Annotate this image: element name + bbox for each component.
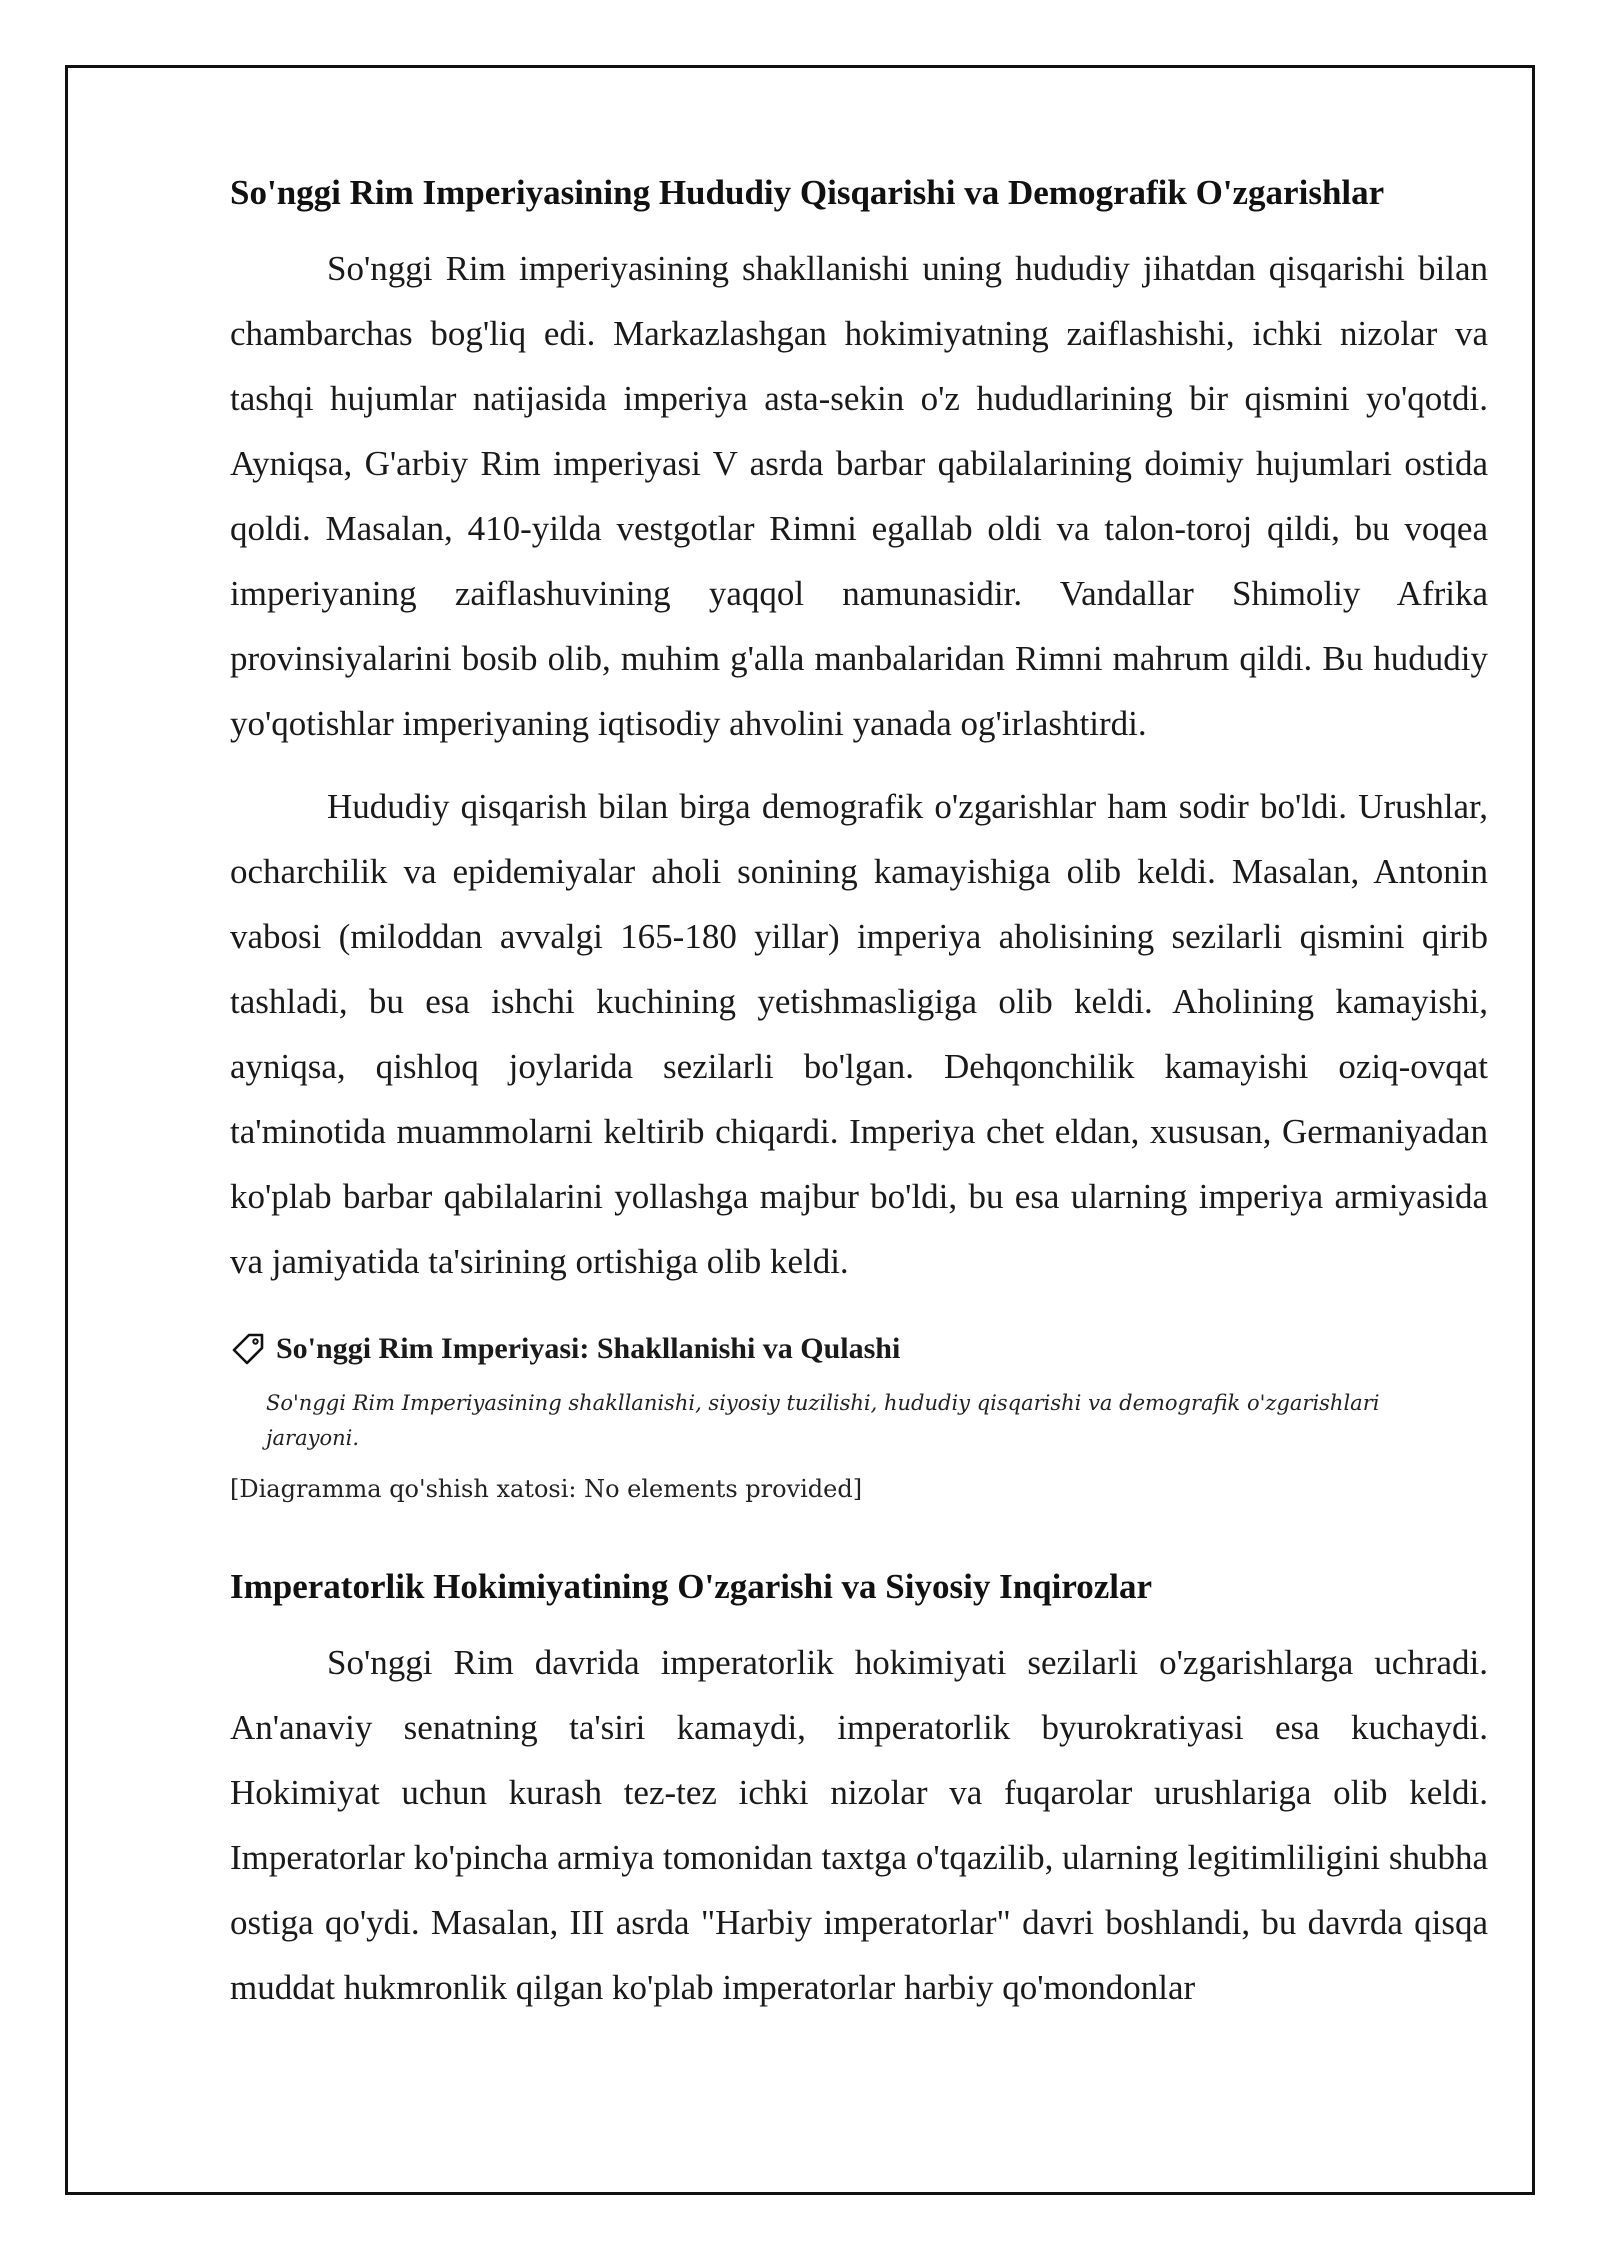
paragraph: Hududiy qisqarish bilan birga demografik o'zgarishlar ham sodir bo'ldi. Urushlar, ocharchilik va epidemiyalar aholi sonining kamayishiga olib keldi. Masalan, Antonin vabosi (miloddan avvalgi 165-180 yillar) imperiya aholisining sezilarli qismini qirib tashladi, bu esa ishchi kuchining yetishmasligiga olib keldi. Aholining kamayishi, ayniqsa, qishloq joylarida sezilarli bo'lgan. Dehqonchilik kamayishi oziq-ovqat ta'minotida muammolarni keltirib chiqardi. Imperiya chet eldan, xususan, Germaniyadan ko'plab barbar qabilalarini yollashga majbur bo'ldi, bu esa ularning imperiya armiyasida va jamiyatida ta'sirining ortishiga olib keldi. bbox=[230, 787, 1488, 1281]
diagram-placeholder bbox=[230, 1326, 1488, 1506]
section-heading-territorial: So'nggi Rim Imperiyasining Hududiy Qisqarishi va Demografik O'zgarishlar bbox=[230, 173, 1385, 212]
diagram-description: So'nggi Rim Imperiyasining shakllanishi, siyosiy tuzilishi, hududiy qisqarishi va demografik o'zgarishlari jarayoni. bbox=[266, 1391, 1380, 1450]
paragraph: So'nggi Rim davrida imperatorlik hokimiyati sezilarli o'zgarishlarga uchradi. An'anaviy senatning ta'siri kamaydi, imperatorlik byurokratiyasi esa kuchaydi. Hokimiyat uchun kurash tez-tez ichki nizolar va fuqarolar urushlariga olib keldi. Imperatorlar ko'pincha armiya tomonidan taxtga o'tqazilib, ularning legitimliligini shubha ostiga qo'ydi. Masalan, III asrda "Harbiy imperatorlar" davri boshlandi, bu davrda qisqa muddat hukmronlik qilgan ko'plab imperatorlar harbiy qo'mondonlar bbox=[230, 1643, 1488, 2007]
diagram-error-message: [Diagramma qo'shish xatosi: No elements provided] bbox=[230, 1475, 863, 1503]
section-imperial-power bbox=[230, 1564, 1488, 2020]
document-content bbox=[230, 170, 1488, 2038]
diagram-title: So'nggi Rim Imperiyasi: Shakllanishi va Qulashi bbox=[276, 1332, 901, 1365]
diagram-title-row bbox=[230, 1326, 1488, 1372]
section-heading-imperial-power: Imperatorlik Hokimiyatining O'zgarishi va Siyosiy Inqirozlar bbox=[230, 1567, 1153, 1606]
paragraph: So'nggi Rim imperiyasining shakllanishi uning hududiy jihatdan qisqarishi bilan chambarchas bog'liq edi. Markazlashgan hokimiyatning zaiflashishi, ichki nizolar va tashqi hujumlar natijasida imperiya asta-sekin o'z hududlarining bir qismini yo'qotdi. Ayniqsa, G'arbiy Rim imperiyasi V asrda barbar qabilalarining doimiy hujumlari ostida qoldi. Masalan, 410-yilda vestgotlar Rimni egallab oldi va talon-toroj qildi, bu voqea imperiyaning zaiflashuvining yaqqol namunasidir. Vandallar Shimoliy Afrika provinsiyalarini bosib olib, muhim g'alla manbalaridan Rimni mahrum qildi. Bu hududiy yo'qotishlar imperiyaning iqtisodiy ahvolini yanada og'irlashtirdi. bbox=[230, 249, 1488, 743]
tag-icon bbox=[230, 1331, 266, 1367]
